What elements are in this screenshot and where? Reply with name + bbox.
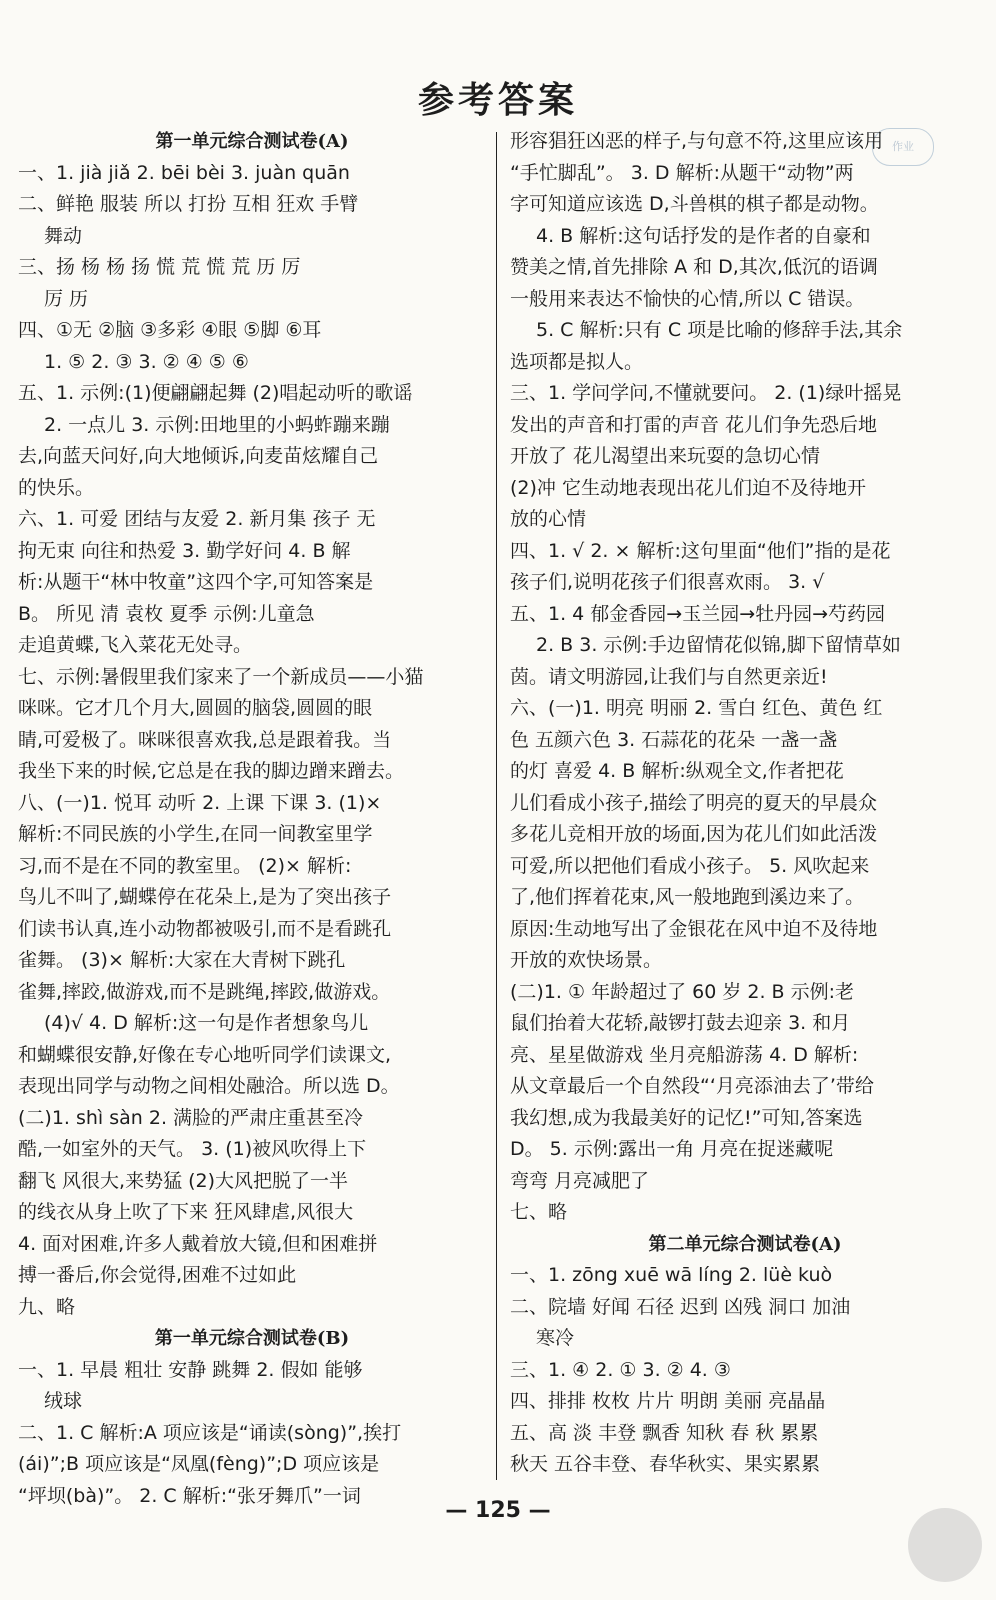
section-heading: 第二单元综合测试卷(A) — [648, 1233, 842, 1255]
watermark-logo — [908, 1508, 982, 1582]
answer-line: 的线衣从身上吹了下来 狂风肆虐,风很大 — [18, 1201, 354, 1223]
answer-line: 鸟儿不叫了,蝴蝶停在花朵上,是为了突出孩子 — [18, 886, 392, 908]
answer-line: 亮、星星做游戏 坐月亮船游荡 4. D 解析: — [510, 1043, 859, 1066]
answer-line: 我幻想,成为我最美好的记忆!”可知,答案选 — [510, 1106, 863, 1129]
answer-line: 形容猖狂凶恶的样子,与句意不符,这里应该用 — [510, 130, 884, 152]
answer-line: 多花儿竞相开放的场面,因为花儿们如此活泼 — [510, 823, 878, 845]
answer-line: 鼠们抬着大花轿,敲锣打鼓去迎亲 3. 和月 — [510, 1012, 851, 1034]
answer-line: 三、1. 学问学问,不懂就要问。 2. (1)绿叶摇晃 — [510, 382, 902, 404]
right-column — [510, 126, 980, 1480]
answer-line: 发出的声音和打雷的声音 花儿们争先恐后地 — [510, 413, 878, 436]
left-column — [18, 126, 486, 1507]
answer-line: 们读书认真,连小动物都被吸引,而不是看跳孔 — [18, 917, 392, 940]
answer-line: 二、鲜艳 服装 所以 打扮 互相 狂欢 手臂 — [18, 193, 359, 215]
answer-line: 我坐下来的时候,它总是在我的脚边蹭来蹭去。 — [18, 760, 405, 782]
answer-line: 秋天 五谷丰登、春华秋实、果实累累 — [510, 1453, 821, 1475]
answer-line: “手忙脚乱”。 3. D 解析:从题干“动物”两 — [510, 161, 854, 184]
answer-line: 字可知道应该选 D,斗兽棋的棋子都是动物。 — [510, 193, 879, 215]
answer-line: 七、示例:暑假里我们家来了一个新成员——小猫 — [18, 665, 424, 688]
answer-line: 4. 面对困难,许多人戴着放大镜,但和困难拼 — [18, 1232, 378, 1255]
answer-line: 绒球 — [44, 1390, 83, 1412]
answer-line: 睛,可爱极了。咪咪很喜欢我,总是跟着我。当 — [18, 728, 392, 751]
page-number: — 125 — — [445, 1498, 551, 1523]
answer-line: 厉 历 — [44, 287, 89, 310]
answer-line: 六、(一)1. 明亮 明丽 2. 雪白 红色、黄色 红 — [510, 697, 883, 719]
answer-line: (ái)”;B 项应该是“凤凰(fèng)”;D 项应该是 — [18, 1453, 380, 1475]
answer-line: 九、略 — [18, 1295, 76, 1318]
answer-line: 翻飞 风很大,来势猛 (2)大风把脱了一半 — [18, 1169, 349, 1192]
answer-line: 放的心情 — [510, 508, 587, 530]
answer-line: 的快乐。 — [18, 476, 95, 499]
answer-line: 析:从题干“林中牧童”这四个字,可知答案是 — [18, 571, 374, 593]
answer-line: 八、(一)1. 悦耳 动听 2. 上课 下课 3. (1)× — [18, 791, 382, 814]
answer-line: 三、扬 杨 杨 扬 慌 荒 慌 荒 历 厉 — [18, 256, 301, 278]
answer-line: 5. C 解析:只有 C 项是比喻的修辞手法,其余 — [536, 319, 903, 341]
answer-line: 表现出同学与动物之间相处融洽。所以选 D。 — [18, 1075, 400, 1097]
answer-line: (4)√ 4. D 解析:这一句是作者想象鸟儿 — [44, 1012, 369, 1034]
answer-line: 五、1. 示例:(1)便翩翩起舞 (2)唱起动听的歌谣 — [18, 382, 413, 404]
answer-line: 拘无束 向往和热爱 3. 勤学好问 4. B 解 — [18, 539, 351, 562]
corner-stamp: 作业 — [872, 128, 934, 166]
answer-line: 四、排排 枚枚 片片 明朗 美丽 亮晶晶 — [510, 1390, 826, 1412]
answer-line: 儿们看成小孩子,描绘了明亮的夏天的早晨众 — [510, 791, 878, 814]
answer-line: 1. ⑤ 2. ③ 3. ② ④ ⑤ ⑥ — [44, 350, 249, 373]
answer-line: 茵。请文明游园,让我们与自然更亲近! — [510, 665, 828, 688]
answer-line: (二)1. shì sàn 2. 满脸的严肃庄重甚至冷 — [18, 1106, 364, 1129]
answer-line: 三、1. ④ 2. ① 3. ② 4. ③ — [510, 1358, 731, 1381]
answer-line: 4. B 解析:这句话抒发的是作者的自豪和 — [536, 224, 871, 247]
answer-line: 五、1. 4 郁金香园→玉兰园→牡丹园→芍药园 — [510, 602, 886, 625]
answer-line: 可爱,所以把他们看成小孩子。 5. 风吹起来 — [510, 854, 870, 877]
answer-line: 原因:生动地写出了金银花在风中迫不及待地 — [510, 917, 878, 940]
answer-line: 2. 一点儿 3. 示例:田地里的小蚂蚱蹦来蹦 — [44, 413, 390, 436]
answer-line: 酷,一如室外的天气。 3. (1)被风吹得上下 — [18, 1138, 367, 1160]
column-divider — [496, 132, 497, 1480]
answer-line: 孩子们,说明花孩子们很喜欢雨。 3. √ — [510, 571, 825, 593]
answer-line: 解析:不同民族的小学生,在同一间教室里学 — [18, 823, 373, 845]
answer-line: 四、1. √ 2. × 解析:这句里面“他们”指的是花 — [510, 539, 891, 562]
section-heading: 第一单元综合测试卷(B) — [154, 1328, 350, 1349]
answer-line: 了,他们挥着花束,风一般地跑到溪边来了。 — [510, 886, 865, 908]
answer-line: D。 5. 示例:露出一角 月亮在捉迷藏呢 — [510, 1138, 834, 1160]
answer-line: 咪咪。它才几个月大,圆圆的脑袋,圆圆的眼 — [18, 697, 373, 719]
answer-line: 雀舞。 (3)× 解析:大家在大青树下跳孔 — [18, 949, 346, 971]
answer-line: (2)冲 它生动地表现出花儿们迫不及待地开 — [510, 476, 866, 499]
answer-line: 开放的欢快场景。 — [510, 949, 663, 971]
answer-line: 二、院墙 好闻 石径 迟到 凶残 洞口 加油 — [510, 1295, 851, 1318]
answer-line: (二)1. ① 年龄超过了 60 岁 2. B 示例:老 — [510, 980, 855, 1003]
answer-line: 色 五颜六色 3. 石蒜花的花朵 一盏一盏 — [510, 728, 838, 751]
answer-line: 五、高 淡 丰登 飘香 知秋 春 秋 累累 — [510, 1421, 819, 1444]
answer-line: 从文章最后一个自然段“‘月亮添油去了’带给 — [510, 1075, 874, 1097]
answer-line: B。 所见 清 袁枚 夏季 示例:儿童急 — [18, 602, 315, 625]
answer-line: 舞动 — [44, 224, 83, 247]
answer-line: 赞美之情,首先排除 A 和 D,其次,低沉的语调 — [510, 256, 878, 278]
answer-line: 开放了 花儿渴望出来玩耍的急切心情 — [510, 445, 821, 467]
answer-line: “坪坝(bà)”。 2. C 解析:“张牙舞爪”一词 — [18, 1484, 361, 1507]
answer-line: 弯弯 月亮减肥了 — [510, 1169, 650, 1192]
answer-line: 习,而不是在不同的教室里。 (2)× 解析: — [18, 854, 352, 877]
answer-line: 雀舞,摔跤,做游戏,而不是跳绳,摔跤,做游戏。 — [18, 980, 391, 1003]
answer-line: 寒冷 — [536, 1327, 575, 1349]
answer-line: 和蝴蝶很安静,好像在专心地听同学们读课文, — [18, 1043, 392, 1066]
answer-line: 去,向蓝天问好,向大地倾诉,向麦苗炫耀自己 — [18, 445, 379, 467]
answer-line: 一、1. jià jiǎ 2. bēi bèi 3. juàn quān — [18, 161, 350, 184]
answer-line: 四、①无 ②脑 ③多彩 ④眼 ⑤脚 ⑥耳 — [18, 319, 322, 341]
answer-line: 二、1. C 解析:A 项应该是“诵读(sòng)”,挨打 — [18, 1421, 402, 1444]
answer-line: 搏一番后,你会觉得,困难不过如此 — [18, 1264, 297, 1286]
answer-line: 一、1. 早晨 粗壮 安静 跳舞 2. 假如 能够 — [18, 1358, 363, 1381]
answer-line: 六、1. 可爱 团结与友爱 2. 新月集 孩子 无 — [18, 508, 376, 530]
answer-line: 一、1. zōng xuē wā líng 2. lüè kuò — [510, 1264, 833, 1286]
answer-line: 2. B 3. 示例:手边留情花似锦,脚下留情草如 — [536, 634, 901, 656]
answer-line: 选项都是拟人。 — [510, 350, 644, 373]
section-heading: 第一单元综合测试卷(A) — [155, 131, 349, 152]
page-title: 参考答案 — [417, 79, 578, 121]
answer-line: 一般用来表达不愉快的心情,所以 C 错误。 — [510, 287, 865, 310]
answer-line: 走追黄蝶,飞入菜花无处寻。 — [18, 634, 253, 656]
answer-line: 的灯 喜爱 4. B 解析:纵观全文,作者把花 — [510, 760, 844, 782]
answer-line: 七、略 — [510, 1201, 568, 1223]
